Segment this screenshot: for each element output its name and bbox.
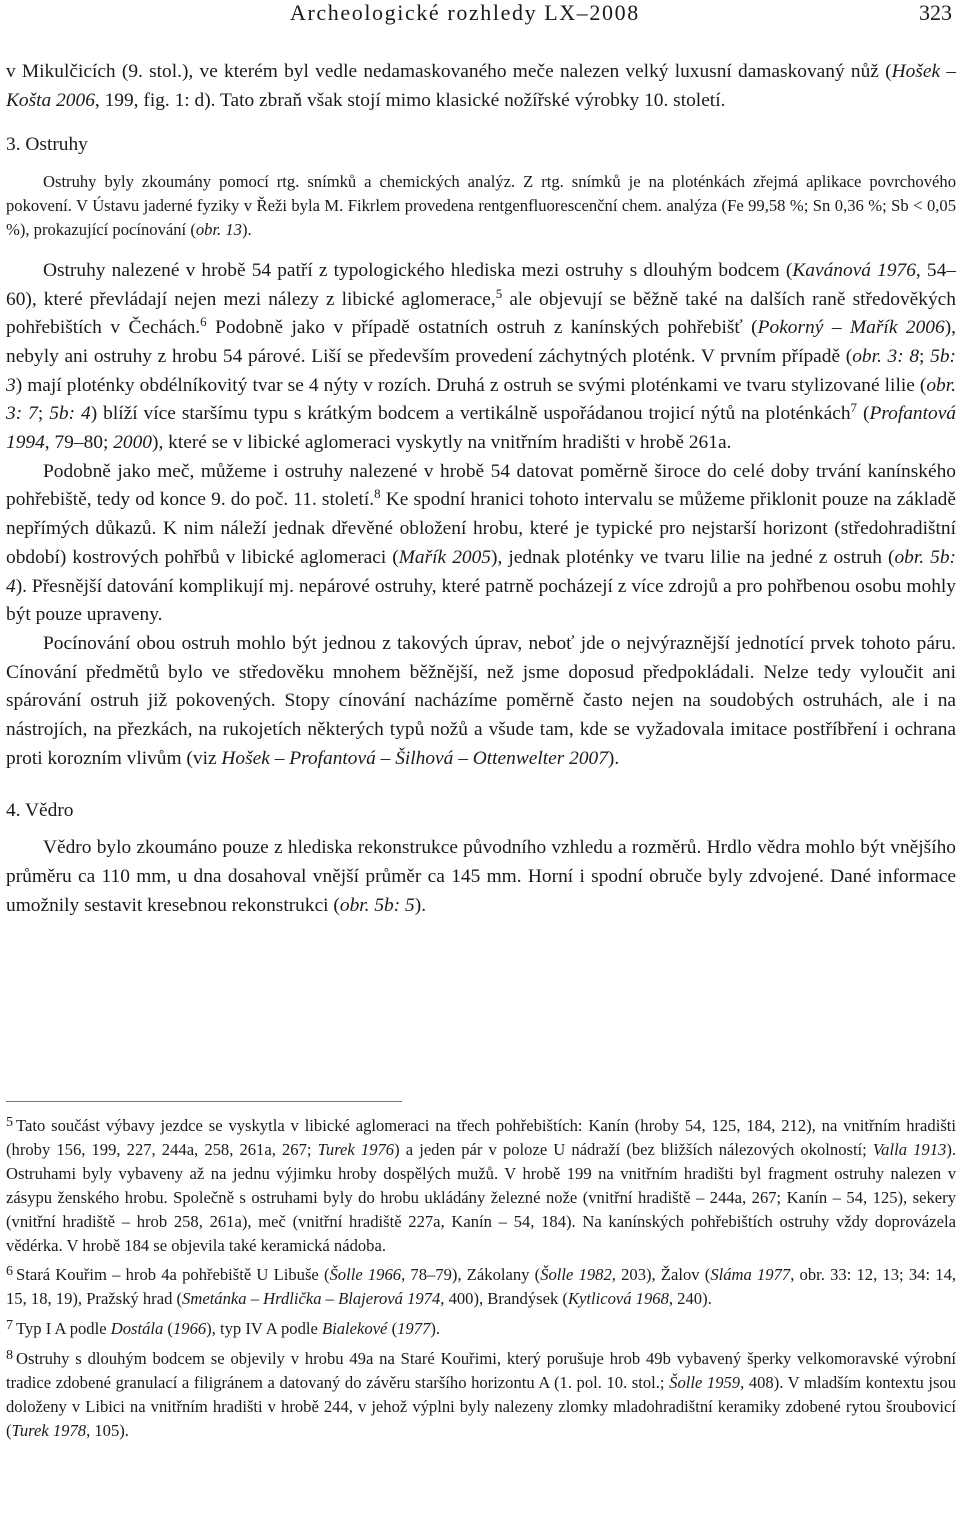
footnote-8: $^8$ Ostruhy s dlouhým bodcem se objevily v hrobu 49a na Staré Kouřimi, který porušuje hrob 49b vybavený šperky velkomoravské výrobní tradice zdobené granulací a filigránem a datovaný do závěru staršího horizontu A (1. pol. 10. stol.; Šolle 1959, 408). V mladším kontextu jsou doloženy v Libici na vnitřním hradišti v hrobě 244, v jehož výplni byly nalezeny zlomky mladohradištní keramiky zdobené rytou šroubovicí (Turek 1978, 105).	[6, 1348, 956, 1440]
citation: Smetánka – Hrdlička – Blajerová 1974	[182, 1289, 441, 1309]
citation: Šolle 1966	[329, 1265, 402, 1285]
citation: 1977	[397, 1319, 431, 1339]
footnote-mark: 8	[6, 1348, 13, 1364]
figure-reference: 5b: 3	[6, 345, 956, 396]
running-header	[0, 0, 960, 28]
citation: Pokorný – Mařík 2006	[757, 317, 945, 339]
body-paragraph: Vědro bylo zkoumáno pouze z hlediska rekonstrukce původního vzhledu a rozměrů. Hrdlo vědra mohlo být vnějšího průměru ca 110 mm, u dna dosahoval vnější průměr ca 145 mm. Horní i spodní obruče byly zdvojené. Dané informace umožnily sestavit kresebnou rekonstrukci (obr. 5b: 5).	[6, 837, 956, 916]
footnote-ref[interactable]: 8	[374, 486, 381, 502]
citation: 1966	[172, 1319, 207, 1339]
citation: 2000	[113, 432, 152, 454]
intro-paragraph: v Mikulčicích (9. stol.), ve kterém byl vedle nedamaskovaného meče nalezen velký luxusní damaskovaný nůž (Hošek – Košta 2006, 199, fig. 1: d). Tato zbraň však stojí mimo klasické nožířské výrobky 10. století.	[6, 61, 956, 111]
journal-title: Archeologické rozhledy LX–2008	[290, 0, 640, 25]
footnote-5: $^5$ Tato součást výbavy jezdce se vyskytla v libické aglomeraci na třech pohřebištích: Kanín (hroby 54, 125, 184, 212), na vnitřním hradišti (hroby 156, 199, 227, 244a, 258, 261a, 267; Turek 1976) a jeden pár v poloze U nádraží (bez bližších nálezových okolností; Valla 1913). Ostruhami byly vybaveny až na jednu výjimku hroby dospělých mužů. V hrobě 199 na vnitřním hradišti byl fragment ostruhy nalezen v zásypu ženského hrobu. Společně s ostruhami byly do hrobu ukládány železné nože (vnitřní hradiště – 244a, 267; Kanín – 54, 125), sekery (vnitřní hradiště – hrob 258, 261a), meč (vnitřní hradiště 227a, Kanín – 54, 184). Na kanínských pohřebištích ostruhy vždy doprovázela vědérka. V hrobě 184 se objevila také keramická nádoba.	[6, 1115, 956, 1255]
body-paragraph: Pocínování obou ostruh mohlo být jednou z takových úprav, neboť jde o nejvýraznější jednotící prvek tohoto páru. Cínování předmětů bylo ve středověku mnohem běžnější, než jsme doposud předpokládali. Nelze tedy vyloučit ani spárování ostruh již pokovených. Stopy cínování nacházíme poměrně často nejen na soudobých ostruhách, ale i na nástrojích, na přezkách, na rukojetích některých typů nožů a všude tam, kde se vyžadovala imitace postříbření i ochrana proti korozním vlivům (viz Hošek – Profantová – Šilhová – Ottenwelter 2007).	[6, 632, 956, 769]
footnote-6: $^6$ Stará Kouřim – hrob 4a pohřebiště U Libuše (Šolle 1966, 78–79), Zákolany (Šolle 1982, 203), Žalov (Sláma 1977, obr. 33: 12, 13; 34: 14, 15, 18, 19), Pražský hrad (Smetánka – Hrdlička – Blajerová 1974, 400), Brandýsek (Kytlicová 1968, 240).	[6, 1264, 957, 1309]
figure-reference: 5b: 4	[49, 403, 91, 425]
citation: Dostála	[110, 1319, 164, 1339]
citation: Valla 1913	[872, 1139, 947, 1159]
citation: Kytlicová 1968	[567, 1289, 669, 1309]
body-paragraph: Ostruhy nalezené v hrobě 54 patří z typologického hlediska mezi ostruhy s dlouhým bodcem (Kavánová 1976, 54–60), které převládají nejen mezi nálezy z libické aglomerace,$^5$ ale objevují se běžně také na dalších raně středověkých pohřebištích v Čechách.$^6$ Podobně jako v případě ostatních ostruh z kanínských pohřebišť (Pokorný – Mařík 2006), nebyly ani ostruhy z hrobu 54 párové. Liší se především provedení záchytných ploténk. V prvním případě (obr. 3: 8; 5b: 3) mají ploténky obdélníkovitý tvar se 4 nýty v rozích. Druhá z ostruh se svými ploténkami ve tvaru stylizované lilie (obr. 3: 7; 5b: 4) blíží více staršímu typu s krátkým bodcem a vertikálně uspořádanou trojicí nýtů na ploténkách$^7$ (Profantová 1994, 79–80; 2000), které se v libické aglomeraci vyskytly na vnitřním hradišti v hrobě 261a.	[6, 259, 957, 454]
summary-paragraph: Ostruhy byly zkoumány pomocí rtg. snímků a chemických analýz. Z rtg. snímků je na ploténkách zřejmá aplikace povrchového pokovení. V Ústavu jaderné fyziky v Řeži byla M. Fikrlem provedena rentgenfluorescenční chem. analýza (Fe 99,58 %; Sn 0,36 %; Sb < 0,05 %), prokazující pocínování (obr. 13).	[6, 172, 956, 239]
citation: Bialekové	[322, 1319, 388, 1339]
main-text	[6, 58, 956, 920]
page-number: 323	[919, 0, 952, 25]
footnote-ref[interactable]: 6	[200, 314, 207, 330]
section-heading-ostruhy: 3. Ostruhy	[6, 134, 88, 156]
body-paragraph: Podobně jako meč, můžeme i ostruhy nalezené v hrobě 54 datovat poměrně široce do celé doby trvání kanínského pohřebiště, tedy od konce 9. do poč. 11. století.$^8$ Ke spodní hranici tohoto intervalu se můžeme přiklonit pouze na základě nepřímých důkazů. K nim náleží jednak dřevěné obložení hrobu, které je typické pro nejstarší horizont (středohradištní období) kostrových pohřbů v libické aglomeraci (Mařík 2005), jednak ploténky ve tvaru lilie na jedné z ostruh (obr. 5b: 4). Přesnější datování komplikují mj. nepárové ostruhy, které patrně pocházejí z více zdrojů a pro pohřbenou osobu mohly být pouze upraveny.	[6, 460, 956, 626]
footnote-ref[interactable]: 7	[850, 400, 858, 416]
citation: Profantová 1994	[6, 403, 956, 454]
citation: Šolle 1959	[669, 1373, 741, 1393]
figure-reference: obr. 5b: 5	[339, 894, 415, 916]
footnote-mark: 6	[6, 1264, 13, 1280]
figure-reference: obr. 13	[195, 219, 242, 239]
footnote-divider	[6, 1101, 402, 1102]
citation: Hošek – Profantová – Šilhová – Ottenwelter 2007	[221, 747, 608, 769]
footnote-7: $^7$ Typ I A podle Dostála (1966), typ IV A podle Bialekové (1977).	[6, 1318, 440, 1339]
citation: Šolle 1982	[540, 1265, 612, 1285]
citation: Turek 1976	[317, 1139, 395, 1159]
citation: Hošek – Košta 2006	[6, 61, 956, 111]
figure-reference: obr. 3: 8	[852, 345, 920, 367]
footnotes	[6, 1114, 956, 1449]
footnote-ref[interactable]: 5	[495, 285, 503, 301]
section-heading-vedro: 4. Vědro	[6, 800, 74, 822]
citation: Mařík 2005	[398, 546, 491, 568]
figure-reference: obr. 3: 7	[6, 374, 956, 425]
citation: Turek 1978	[11, 1420, 87, 1440]
footnote-mark: 5	[6, 1115, 13, 1130]
figure-reference: obr. 5b: 4	[6, 546, 956, 597]
citation: Sláma 1977	[710, 1265, 791, 1285]
footnote-mark: 7	[6, 1318, 13, 1334]
citation: Kavánová 1976	[792, 259, 916, 281]
